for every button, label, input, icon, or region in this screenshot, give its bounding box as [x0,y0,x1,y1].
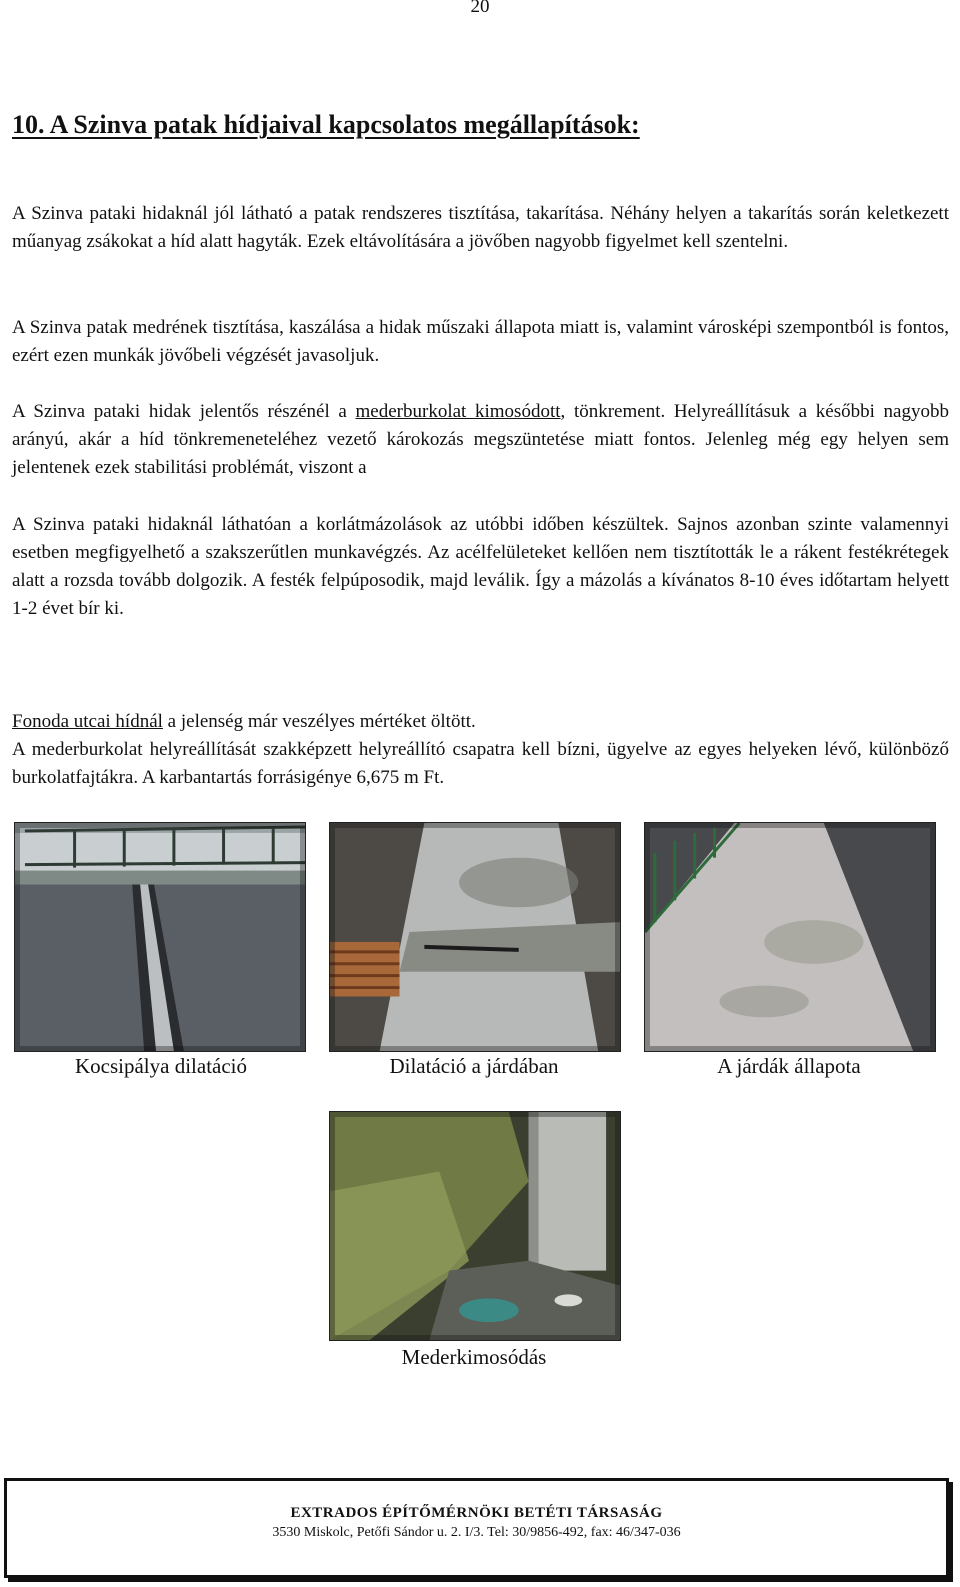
paragraph-lining [12,398,949,482]
paragraph-railings: A Szinva pataki hidaknál láthatóan a korlátmázolások az utóbbi időben készültek. Sajnos azonban szinte valamennyi esetben megfigyelhető a szakszerűtlen munkavégzés. Az acélfelületeket kellően nem tisztították le a rákent festékrétegek alatt a rozsda tovább dolgozik. A festék felpúposodik, majd leválik. Így a mázolás a kívánatos 8-10 éves időtartam helyett 1-2 évet bír ki. [12,514,949,619]
company-footer [4,1478,949,1578]
photo-sidewalk-joint [329,822,621,1052]
photo-caption-riverbed-washout: Mederkimosódás [401,1345,547,1369]
photo-riverbed-washout [329,1111,621,1341]
photo-caption-sidewalk-joint: Dilatáció a járdában [389,1054,559,1078]
footer-address: 3530 Miskolc, Petőfi Sándor u. 2. I/3. Tel: 30/9856-492, fax: 46/347-036 [272,1525,681,1540]
paragraph-riverbed: A Szinva patak medrének tisztítása, kaszálása a hidak műszaki állapota miatt is, valamint városképi szempontból is fontos, ezért ezen munkák jövőbeli végzését javasoljuk. [12,317,949,366]
photo-caption-sidewalk-condition: A járdák állapota [717,1054,861,1078]
fonoda-bridge-underlined: Fonoda utcai hídnál [12,711,163,732]
paragraph-lining-start: A Szinva pataki hidak jelentős részénél a [12,401,356,422]
photo-caption-roadway-joint: Kocsipálya dilatáció [74,1054,248,1078]
lining-washout-underlined: mederburkolat kimosódott [355,401,561,422]
paragraph-lining-end: , tönkrement. Helyreállításuk a későbbi nagyobb arányú, akár a híd tönkremeneteléhez vezető károkozás megszüntetése miatt fontos. Jelenleg még egy helyen sem jelentenek ezek stabilitási problémát, viszont a [12,401,949,478]
page-number: 20 [470,0,490,17]
footer-company-name: EXTRADOS ÉPÍTŐMÉRNÖKI BETÉTI TÁRSASÁG [290,1505,663,1521]
section-heading: 10. A Szinva patak hídjaival kapcsolatos megállapítások: [12,110,640,139]
paragraph-fonoda [12,708,949,736]
paragraph-fonoda-rest: a jelenség már veszélyes mértéket öltött. [162,711,476,732]
paragraph-cleaning: A Szinva pataki hidaknál jól látható a patak rendszeres tisztítása, takarítása. Néhány helyen a takarítás során keletkezett műanyag zsákokat a híd alatt hagyták. Ezek eltávolítására a jövőben nagyobb figyelmet kell szentelni. [12,203,949,252]
photo-roadway-joint [14,822,306,1052]
paragraph-repair-cost: A mederburkolat helyreállítását szakképzett helyreállító csapatra kell bízni, ügyelve az egyes helyeken lévő, különböző burkolatfajtákra. A karbantartás forrásigénye 6,675 m Ft. [12,739,949,788]
photo-sidewalk-condition [644,822,936,1052]
